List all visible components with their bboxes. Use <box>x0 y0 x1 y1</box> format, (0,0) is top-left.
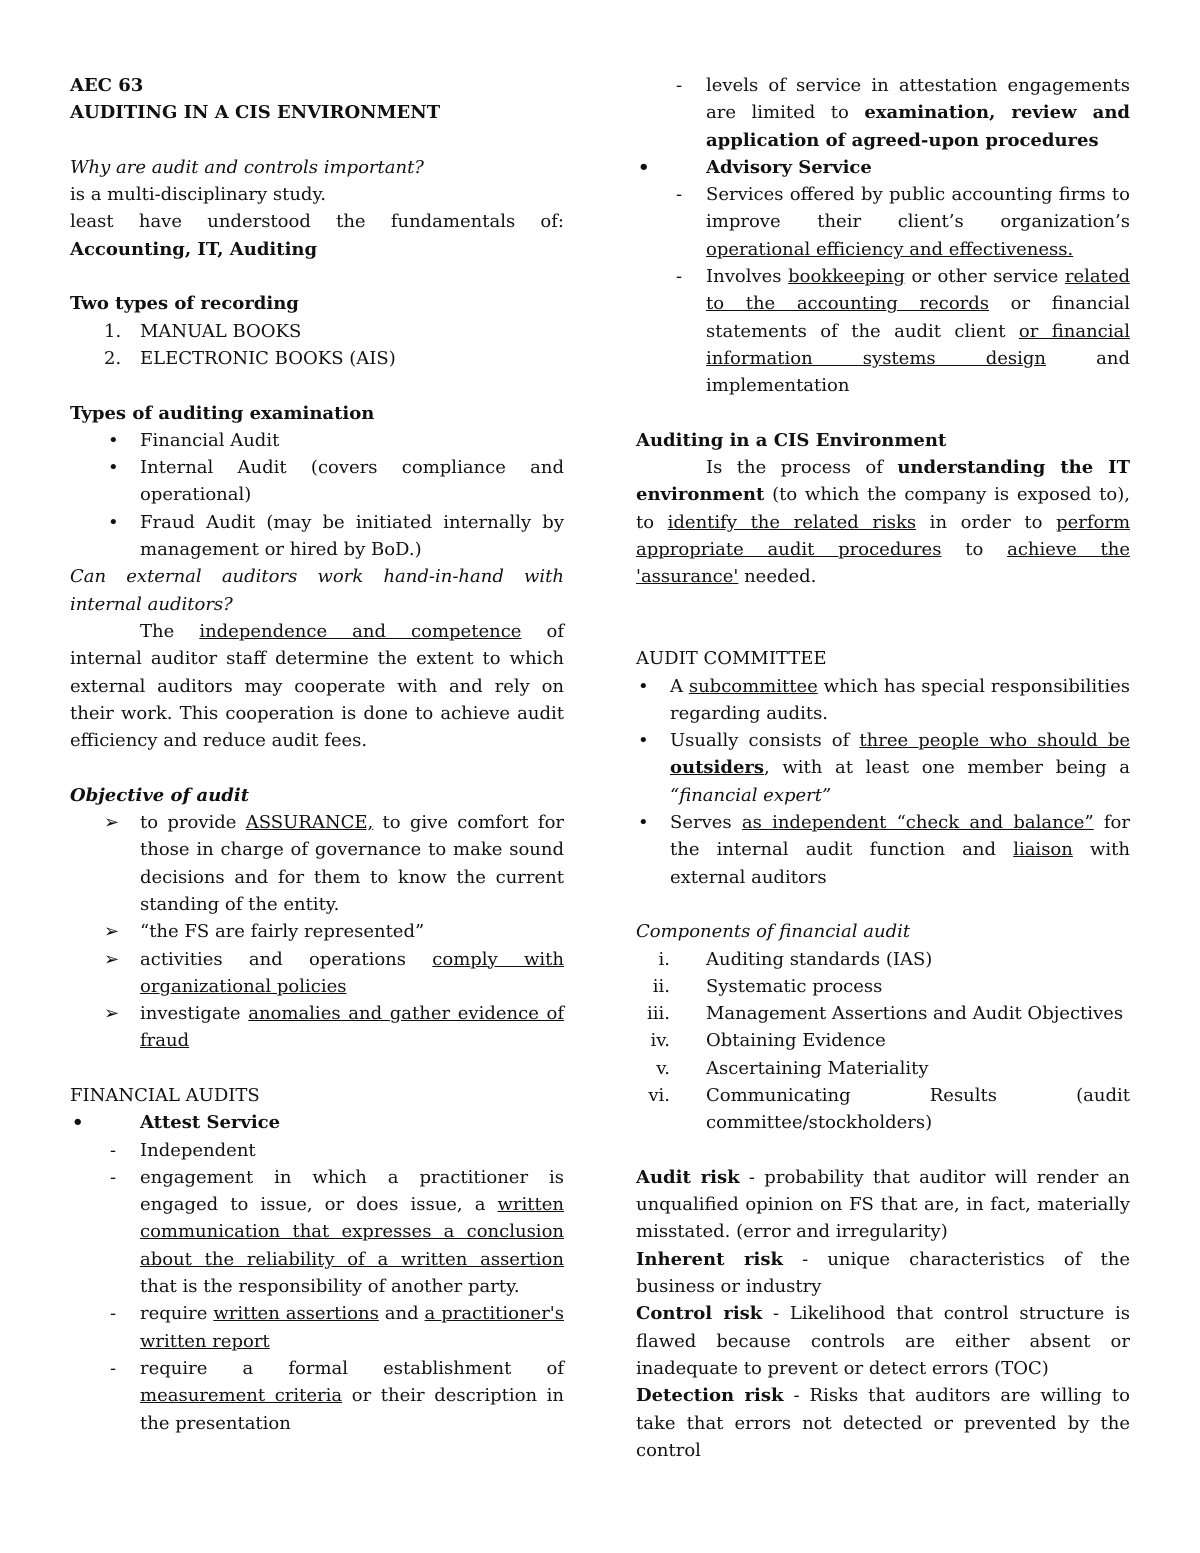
text-run: investigate <box>140 1003 249 1025</box>
advisory-service-title: Advisory Service <box>706 156 872 178</box>
list-item <box>70 509 564 564</box>
roman-numeral: vi. <box>648 1084 670 1106</box>
list-item-text: Ascertaining Materiality <box>706 1057 929 1079</box>
list-item <box>70 454 564 509</box>
text-run-underlined: or financial information systems design <box>706 320 1130 369</box>
dash-bullet-icon: - <box>110 1166 117 1188</box>
objective-title: Objective of audit <box>70 784 250 806</box>
text-run: which has special responsibilities regarding audits. <box>670 675 1130 724</box>
definition: - unique characteristics of the business or industry <box>636 1248 1130 1298</box>
text-run-underlined: a practitioner's written report <box>140 1303 564 1352</box>
cis-paragraph <box>636 454 1130 590</box>
course-title: AUDITING IN A CIS ENVIRONMENT <box>70 102 441 124</box>
attest-service-heading <box>70 1109 564 1136</box>
text-run-underlined: as independent “check and balance” <box>741 812 1094 834</box>
right-column <box>636 72 1130 1464</box>
text-run-underlined: operational efficiency and effectiveness. <box>706 238 1074 260</box>
list-item-text: Management Assertions and Audit Objectives <box>706 1003 1124 1025</box>
cis-title: Auditing in a CIS Environment <box>636 429 947 451</box>
bullet-icon: • <box>638 156 650 178</box>
text-run: and implementation <box>706 347 1130 397</box>
text-run: to <box>941 539 1008 561</box>
text-run-underlined: liaison <box>1013 839 1073 861</box>
list-number: 2. <box>104 347 122 369</box>
list-item <box>70 946 564 1001</box>
list-item-text: Independent <box>140 1139 256 1161</box>
list-item-text: Systematic process <box>706 975 883 997</box>
bullet-icon: • <box>108 429 119 451</box>
list-item <box>636 1082 1130 1137</box>
list-item <box>636 727 1130 809</box>
text-run: levels of service in attestation engagements are limited to <box>706 75 1130 124</box>
list-number: 1. <box>104 320 122 342</box>
list-item-text: Communicating Results (audit committee/stockholders) <box>706 1084 1130 1134</box>
text-run: and <box>378 1303 425 1325</box>
bullet-icon: • <box>638 675 649 697</box>
text-run: require <box>140 1303 214 1325</box>
definition-detection-risk <box>636 1382 1130 1464</box>
text-run: or financial statements of the audit client <box>706 293 1130 342</box>
text-run-underlined: achieve the 'assurance' <box>636 539 1130 588</box>
text-run: (to which the company is exposed to), to <box>636 484 1130 533</box>
term: Detection risk <box>636 1385 784 1407</box>
list-item <box>70 918 564 945</box>
list-item-text: Internal Audit (covers compliance and operational) <box>140 457 564 506</box>
dash-bullet-icon: - <box>676 266 683 288</box>
text-run: Involves <box>706 266 789 288</box>
text-run-underlined: ASSURANCE, <box>245 812 374 834</box>
definition: - Likelihood that control structure is flawed because controls are either absent or inadequate to prevent or detect errors (TOC) <box>636 1303 1130 1379</box>
arrow-bullet-icon: ➢ <box>104 1003 120 1025</box>
list-item <box>70 809 564 918</box>
dash-bullet-icon: - <box>110 1357 117 1379</box>
list-item <box>70 427 564 454</box>
list-item-text: Obtaining Evidence <box>706 1030 886 1052</box>
types-title: Types of auditing examination <box>70 402 375 424</box>
list-item <box>70 1000 564 1055</box>
list-item <box>636 263 1130 399</box>
list-item <box>636 1055 1130 1082</box>
attest-service-title: Attest Service <box>140 1112 281 1134</box>
roman-numeral: iii. <box>647 1003 670 1025</box>
roman-numeral: v. <box>656 1057 670 1079</box>
roman-numeral: i. <box>658 948 670 970</box>
text-run: needed. <box>738 566 817 588</box>
definition: - Risks that auditors are willing to take that errors not detected or prevented by the control <box>636 1385 1130 1461</box>
course-code: AEC 63 <box>70 75 144 96</box>
text-run: require a formal establishment of <box>140 1357 564 1379</box>
text-run: activities and operations <box>140 948 433 970</box>
list-item-text: MANUAL BOOKS <box>140 320 302 342</box>
list-item <box>70 1137 564 1164</box>
arrow-bullet-icon: ➢ <box>104 948 120 970</box>
list-item <box>70 345 564 372</box>
text-run-bold: understanding the IT environment <box>636 457 1130 506</box>
list-item-text: Financial Audit <box>140 429 280 451</box>
text-run: to give comfort for those in charge of governance to make sound decisions and for them to know the current standing of the entity. <box>140 812 565 915</box>
text-run: Serves <box>670 812 742 834</box>
question-why: Why are audit and controls important? <box>70 156 424 178</box>
text-run-underlined: perform appropriate audit procedures <box>636 511 1131 561</box>
text-run-underlined: anomalies and gather evidence of fraud <box>140 1003 565 1052</box>
text-run: Services offered by public accounting firms to improve their client’s organization’s <box>706 184 1130 233</box>
text-run-underlined: written communication that expresses a conclusion about the reliability of a written assertion <box>140 1194 564 1270</box>
list-item <box>70 318 564 345</box>
definition-inherent-risk <box>636 1246 1130 1301</box>
dash-bullet-icon: - <box>110 1139 117 1161</box>
bullet-icon: • <box>108 511 119 533</box>
components-title: Components of financial audit <box>636 921 911 943</box>
list-item <box>636 72 1130 154</box>
committee-title: AUDIT COMMITTEE <box>636 648 827 670</box>
text-run: in order to <box>916 511 1057 533</box>
financial-audits-title: FINANCIAL AUDITS <box>70 1084 260 1106</box>
text-run: engagement in which a practitioner is engaged to issue, or does issue, a <box>140 1166 564 1216</box>
text-run: to provide <box>140 812 246 834</box>
text-run: with external auditors <box>670 839 1130 888</box>
text-run-underlined: independence and competence <box>199 620 522 642</box>
text-run: Is the process of <box>706 457 898 479</box>
list-item <box>636 673 1130 728</box>
text-run-underlined: bookkeeping <box>788 266 905 288</box>
text-run: of internal auditor staff determine the extent to which external auditors may cooperate with and rely on their work. This cooperation is done to achieve audit efficiency and reduce audit fees. <box>70 620 564 752</box>
external-answer <box>70 618 564 754</box>
text-run-italic: “financial expert” <box>670 784 832 806</box>
list-item <box>636 809 1130 891</box>
list-item <box>70 1164 564 1300</box>
text-run: Usually consists of <box>670 730 860 752</box>
list-item <box>636 1027 1130 1054</box>
roman-numeral: iv. <box>650 1030 670 1052</box>
list-item <box>636 946 1130 973</box>
why-line-2-text: least have understood the fundamentals of: <box>70 211 564 233</box>
bullet-icon: • <box>108 457 119 479</box>
text-run-underlined: three people who should be <box>859 730 1130 752</box>
text-run-bold: examination, review and application of agreed-upon procedures <box>706 102 1130 151</box>
arrow-bullet-icon: ➢ <box>104 812 120 834</box>
why-line-2 <box>70 208 564 235</box>
list-item-text: ELECTRONIC BOOKS (AIS) <box>140 347 396 369</box>
text-run-underlined: identify the related risks <box>667 511 917 533</box>
advisory-service-heading <box>636 154 1130 181</box>
list-item-text: “the FS are fairly represented” <box>140 921 425 943</box>
term: Audit risk <box>636 1166 740 1188</box>
left-column <box>70 72 564 1437</box>
text-run-underlined: measurement criteria <box>140 1385 343 1407</box>
dash-bullet-icon: - <box>676 184 683 206</box>
definition-control-risk <box>636 1300 1130 1382</box>
list-item <box>636 973 1130 1000</box>
bullet-icon: • <box>638 812 649 834</box>
list-item-text: Auditing standards (IAS) <box>706 948 933 970</box>
why-line-1: is a multi-disciplinary study. <box>70 184 326 206</box>
list-item <box>636 1000 1130 1027</box>
text-run-underlined: related to the accounting records <box>706 266 1130 315</box>
dash-bullet-icon: - <box>110 1303 117 1325</box>
term: Control risk <box>636 1303 763 1325</box>
question-external: Can external auditors work hand-in-hand with internal auditors? <box>70 566 564 615</box>
bullet-icon: • <box>72 1112 84 1134</box>
roman-numeral: ii. <box>652 975 670 997</box>
text-run: that is the responsibility of another party. <box>140 1276 520 1298</box>
list-item <box>636 181 1130 263</box>
text-run: or other service <box>904 266 1065 288</box>
why-line-3: Accounting, IT, Auditing <box>70 238 318 260</box>
text-run-bold-underlined: outsiders <box>670 757 765 779</box>
text-run: A <box>670 675 689 697</box>
term: Inherent risk <box>636 1248 783 1270</box>
text-run-underlined: subcommittee <box>688 675 818 697</box>
text-run: , with at least one member being a <box>764 757 1130 779</box>
list-item <box>70 1300 564 1355</box>
text-run: or their description in the presentation <box>140 1385 564 1434</box>
bullet-icon: • <box>638 730 649 752</box>
definition: - probability that auditor will render an unqualified opinion on FS that are, in fact, materially misstated. (error and irregularity) <box>636 1166 1131 1243</box>
recording-title: Two types of recording <box>70 293 299 315</box>
text-run-underlined: comply with organizational policies <box>140 948 564 997</box>
text-run-underlined: written assertions <box>213 1303 379 1325</box>
text-run: The <box>140 620 200 642</box>
arrow-bullet-icon: ➢ <box>104 921 120 943</box>
definition-audit-risk <box>636 1164 1130 1246</box>
list-item <box>70 1355 564 1437</box>
text-run: for the internal audit function and <box>670 812 1130 861</box>
dash-bullet-icon: - <box>676 75 683 96</box>
list-item-text: Fraud Audit (may be initiated internally by management or hired by BoD.) <box>140 511 564 561</box>
